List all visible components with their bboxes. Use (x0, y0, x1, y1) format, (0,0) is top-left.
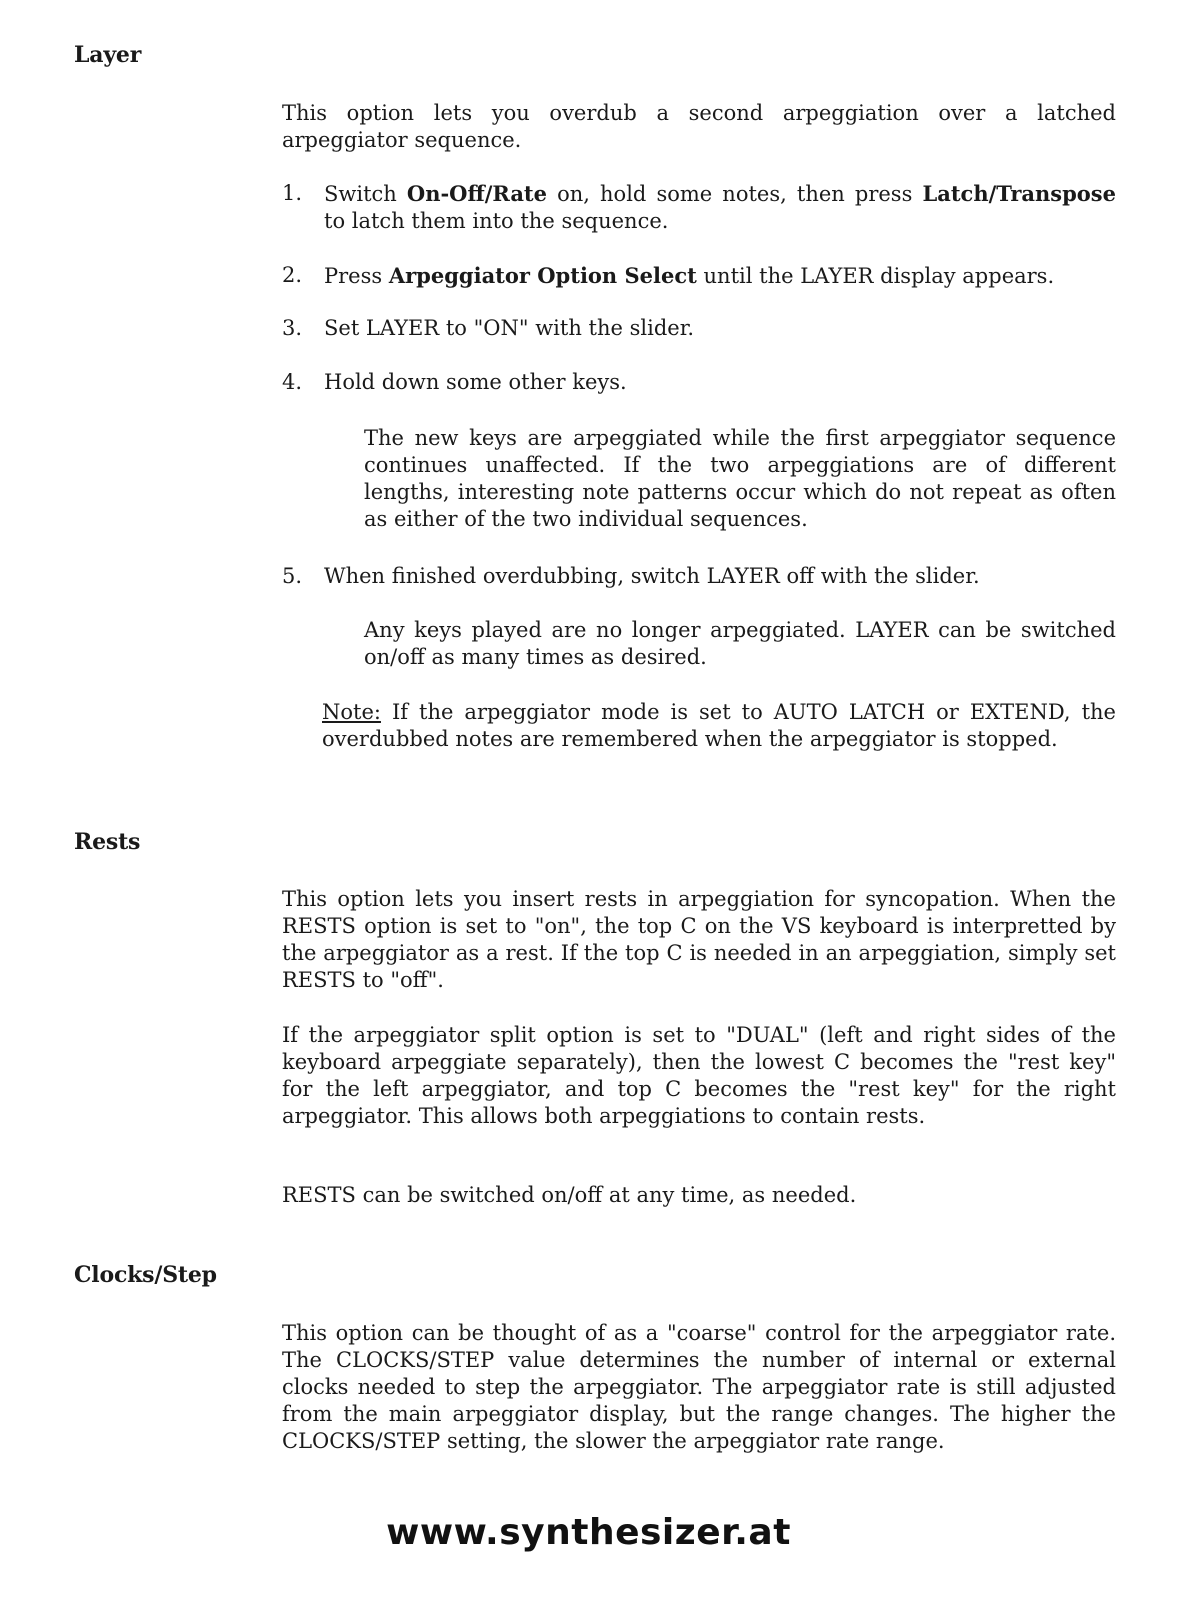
note-label: Note: (322, 700, 381, 724)
step-number: 1. (282, 181, 303, 205)
step-number: 5. (282, 564, 303, 588)
control-name-latch-transpose: Latch/Transpose (922, 181, 1116, 206)
step-text: Press Arpeggiator Option Select until the LAYER display appears. (324, 263, 1055, 288)
step-number: 2. (282, 263, 303, 287)
control-name-on-off-rate: On-Off/Rate (406, 181, 547, 206)
rests-paragraph-1: This option lets you insert rests in arpeggiation for syncopation. When the RESTS option is set to "on", the top C on the VS keyboard is interpretted by the arpeggiator as a rest. If the top C is needed in an arpeggiation, simply set RESTS to "off". (282, 887, 1116, 992)
step-text: When finished overdubbing, switch LAYER off with the slider. (324, 564, 980, 588)
step-number: 4. (282, 370, 303, 394)
layer-step-4 (282, 369, 1116, 396)
layer-step-1 (282, 180, 1116, 235)
layer-intro: This option lets you overdub a second arpeggiation over a latched arpeggiator sequence. (282, 101, 1116, 152)
step-text: Set LAYER to "ON" with the slider. (324, 316, 695, 340)
control-name-arpeggiator-option-select: Arpeggiator Option Select (388, 263, 697, 288)
note-text: If the arpeggiator mode is set to AUTO LATCH or EXTEND, the overdubbed notes are remembered when the arpeggiator is stopped. (322, 700, 1116, 751)
step-number: 3. (282, 316, 303, 340)
rests-paragraph-3: RESTS can be switched on/off at any time, as needed. (282, 1183, 857, 1207)
layer-step-5-detail: Any keys played are no longer arpeggiated. LAYER can be switched on/off as many times as desired. (364, 618, 1116, 669)
layer-step-4-detail: The new keys are arpeggiated while the first arpeggiator sequence continues unaffected. If the two arpeggiations are of different lengths, interesting note patterns occur which do not repeat as often as either of the two individual sequences. (364, 426, 1116, 531)
section-heading-clocks-step: Clocks/Step (74, 1262, 217, 1288)
layer-step-2 (282, 262, 1116, 290)
step-text: Switch On-Off/Rate on, hold some notes, then press Latch/Transpose to latch them into the sequence. (324, 181, 1116, 233)
layer-step-5 (282, 563, 1116, 590)
rests-paragraph-2: If the arpeggiator split option is set to "DUAL" (left and right sides of the keyboard arpeggiate separately), then the lowest C becomes the "rest key" for the left arpeggiator, and top C becomes the "rest key" for the right arpeggiator. This allows both arpeggiations to contain rests. (282, 1023, 1116, 1128)
step-text: Hold down some other keys. (324, 370, 627, 394)
section-heading-rests: Rests (74, 829, 141, 855)
footer-watermark-url: www.synthesizer.at (386, 1512, 791, 1553)
layer-note (322, 699, 1116, 753)
section-heading-layer: Layer (74, 42, 142, 68)
layer-step-3 (282, 315, 1116, 342)
clocks-step-paragraph: This option can be thought of as a "coarse" control for the arpeggiator rate. The CLOCKS/STEP value determines the number of internal or external clocks needed to step the arpeggiator. The arpeggiator rate is still adjusted from the main arpeggiator display, but the range changes. The higher the CLOCKS/STEP setting, the slower the arpeggiator rate range. (282, 1321, 1116, 1453)
